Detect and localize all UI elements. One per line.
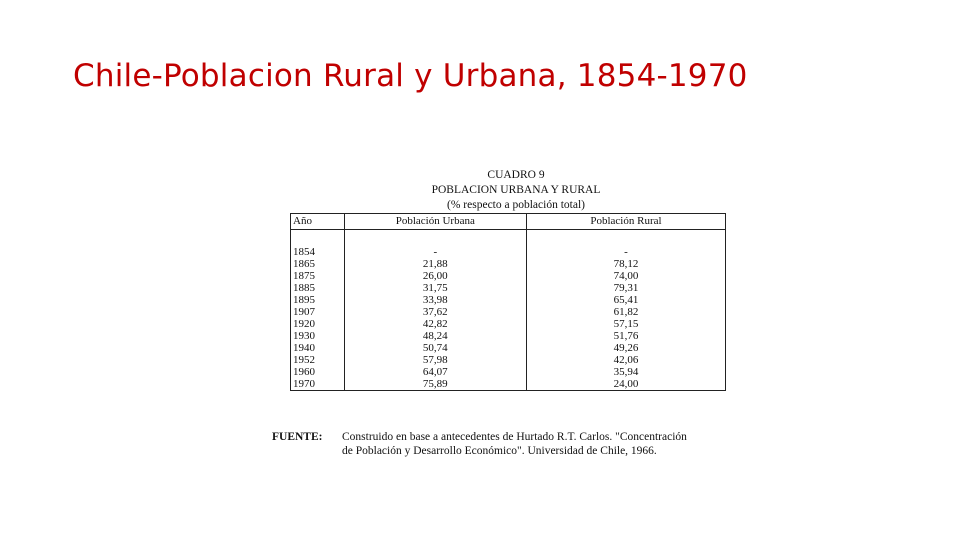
- cell-year: 1940: [291, 342, 345, 354]
- source-line-2: de Población y Desarrollo Económico". Universidad de Chile, 1966.: [342, 444, 657, 457]
- cell-rural: 57,15: [526, 318, 725, 330]
- population-table: [290, 213, 726, 391]
- table-row: [291, 330, 726, 342]
- table-row: [291, 366, 726, 378]
- cell-year: 1885: [291, 282, 345, 294]
- cell-year: 1960: [291, 366, 345, 378]
- table-row: [291, 378, 726, 391]
- cell-urban: 33,98: [344, 294, 526, 306]
- table-row: [291, 354, 726, 366]
- source-line-1: Construido en base a antecedentes de Hurtado R.T. Carlos. "Concentración: [342, 431, 687, 443]
- cell-rural: 24,00: [526, 378, 725, 391]
- cell-rural: 49,26: [526, 342, 725, 354]
- table-caption-number: CUADRO 9: [487, 169, 545, 181]
- cell-rural: 42,06: [526, 354, 725, 366]
- slide-title: Chile-Poblacion Rural y Urbana, 1854-1970: [73, 58, 748, 94]
- cell-year: 1920: [291, 318, 345, 330]
- header-urban: Población Urbana: [344, 214, 526, 230]
- cell-rural: 79,31: [526, 282, 725, 294]
- cell-urban: 57,98: [344, 354, 526, 366]
- cell-year: 1930: [291, 330, 345, 342]
- cell-rural: 35,94: [526, 366, 725, 378]
- header-year: Año: [291, 214, 345, 230]
- cell-urban: 42,82: [344, 318, 526, 330]
- cell-rural: 61,82: [526, 306, 725, 318]
- table-header-row: [291, 214, 726, 230]
- cell-urban: 64,07: [344, 366, 526, 378]
- table-body: [291, 230, 726, 391]
- source-label: FUENTE:: [272, 431, 323, 443]
- cell-year: 1895: [291, 294, 345, 306]
- cell-urban: 50,74: [344, 342, 526, 354]
- table-row: [291, 342, 726, 354]
- cell-year: 1875: [291, 270, 345, 282]
- cell-urban: 21,88: [344, 258, 526, 270]
- cell-urban: 75,89: [344, 378, 526, 391]
- spacer-cell: [291, 230, 345, 247]
- table-row: [291, 258, 726, 270]
- cell-year: 1865: [291, 258, 345, 270]
- table-spacer-row: [291, 230, 726, 247]
- source-text: [342, 431, 687, 458]
- cell-year: 1952: [291, 354, 345, 366]
- cell-rural: 78,12: [526, 258, 725, 270]
- table-row: [291, 318, 726, 330]
- cell-urban: 26,00: [344, 270, 526, 282]
- table-row: [291, 246, 726, 258]
- table-row: [291, 294, 726, 306]
- cell-year: 1970: [291, 378, 345, 391]
- cell-urban: 37,62: [344, 306, 526, 318]
- cell-urban: -: [344, 246, 526, 258]
- cell-year: 1854: [291, 246, 345, 258]
- cell-urban: 31,75: [344, 282, 526, 294]
- spacer-cell: [526, 230, 725, 247]
- cell-rural: -: [526, 246, 725, 258]
- header-rural: Población Rural: [526, 214, 725, 230]
- cell-year: 1907: [291, 306, 345, 318]
- spacer-cell: [344, 230, 526, 247]
- cell-rural: 51,76: [526, 330, 725, 342]
- cell-rural: 65,41: [526, 294, 725, 306]
- table-caption-title: POBLACION URBANA Y RURAL: [431, 184, 601, 196]
- table-caption-subtitle: (% respecto a población total): [447, 199, 585, 211]
- table-row: [291, 282, 726, 294]
- table-row: [291, 270, 726, 282]
- table-row: [291, 306, 726, 318]
- cell-urban: 48,24: [344, 330, 526, 342]
- cell-rural: 74,00: [526, 270, 725, 282]
